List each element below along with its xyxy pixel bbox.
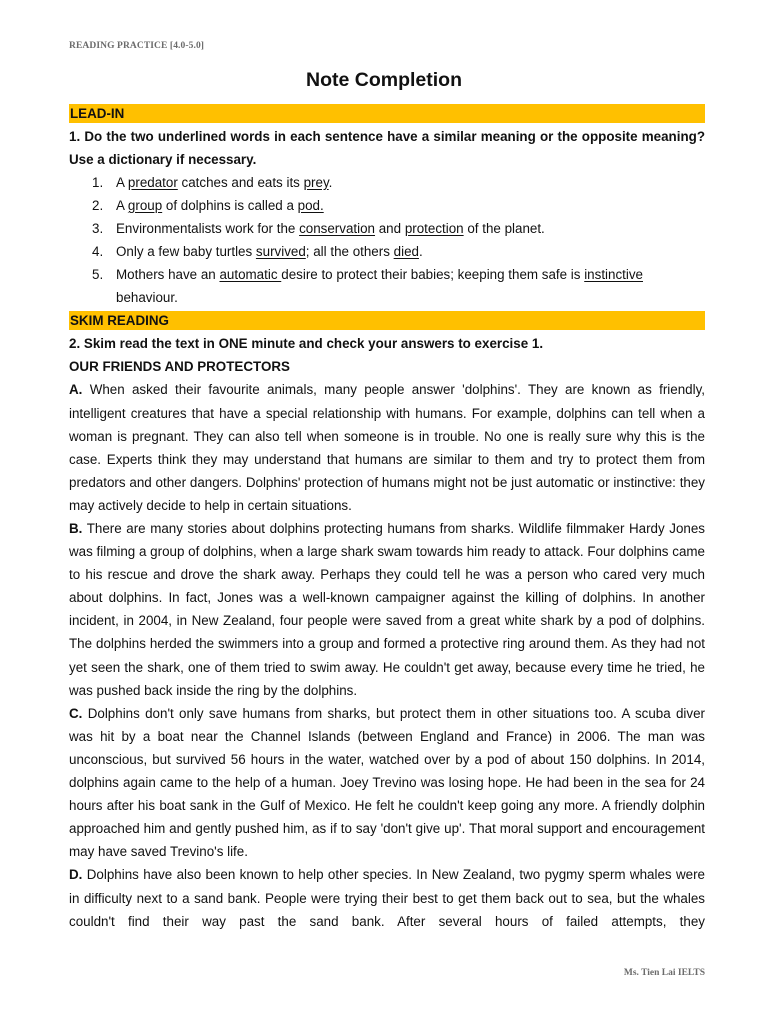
underlined-word: prey <box>303 174 329 190</box>
page-title: Note Completion <box>306 69 462 91</box>
underlined-word: pod. <box>297 197 324 213</box>
vocabulary-list <box>69 171 705 310</box>
header-label: READING PRACTICE [4.0-5.0] <box>69 41 205 51</box>
skim-question: 2. Skim read the text in ONE minute and check your answers to exercise 1. <box>69 336 544 352</box>
underlined-word: instinctive <box>584 267 643 283</box>
paragraph-b: B. There are many stories about dolphins protecting humans from sharks. Wildlife filmmaker Hardy Jones was filming a group of dolphins, when a large shark swam towards him ready to attack. Four dolphins came to his rescue and drove the shark away. Perhaps they could tell he was a person who cared very much about dolphins. In fact, Jones was a well-known campaigner against the killing of dolphins. In another incident, in 2004, in New Zealand, four people were saved from a great white shark by a pod of dolphins. The dolphins herded the swimmers into a group and formed a protective ring around them. As they had not yet seen the shark, one of them tried to swim away. He couldn't get away, because every time he tried, he was pushed back inside the ring by the dolphins. <box>69 521 705 698</box>
underlined-word: predator <box>127 174 178 190</box>
list-item: 3. Environmentalists work for the conservation and protection of the planet. <box>92 220 545 236</box>
list-item: 4. Only a few baby turtles survived; all the others died. <box>92 243 423 259</box>
list-item: 5. Mothers have an automatic desire to protect their babies; keeping them safe is instinctive behaviour. <box>92 267 643 306</box>
footer-label: Ms. Tien Lai IELTS <box>623 968 705 978</box>
underlined-word: protection <box>404 220 464 236</box>
skim-reading-heading: SKIM READING <box>69 311 705 330</box>
document-body <box>69 102 705 933</box>
underlined-word: automatic <box>219 267 282 283</box>
paragraph-a: A. When asked their favourite animals, many people answer 'dolphins'. They are known as friendly, intelligent creatures that have a special relationship with humans. For example, dolphins can tell when a woman is pregnant. They can also tell when someone is in trouble. No one is really sure why this is the case. Experts think they may understand that humans are similar to them and try to protect them from predators and other dangers. Dolphins' protection of humans might not be just automatic or instinctive: they may actively decide to help in certain situations. <box>69 382 705 513</box>
underlined-word: died <box>393 243 419 259</box>
list-item: 1. A predator catches and eats its prey. <box>92 174 333 190</box>
underlined-word: conservation <box>299 220 376 236</box>
paragraph-d: D. Dolphins have also been known to help other species. In New Zealand, two pygmy sperm whales were in difficulty next to a sand bank. People were trying their best to get them back out to sea, but the whales couldn't find their way past the sand bank. After several hours of failed attempts, they <box>69 867 705 929</box>
underlined-word: survived <box>255 243 306 259</box>
paragraph-c: C. Dolphins don't only save humans from sharks, but protect them in other situations too. A scuba diver was hit by a boat near the Channel Islands (between England and France) in 2006. The man was unconscious, but survived 56 hours in the water, watched over by a pod of about 150 dolphins. In 2014, dolphins again came to the help of a human. Joey Trevino was losing hope. He had been in the sea for 24 hours after his boat sank in the Gulf of Mexico. He felt he couldn't keep going any more. A friendly dolphin approached him and gently pushed him, as if to say 'don't give up'. That moral support and encouragement may have saved Trevino's life. <box>69 705 705 860</box>
lead-in-heading: LEAD-IN <box>69 104 705 123</box>
passage-title: OUR FRIENDS AND PROTECTORS <box>69 359 290 375</box>
underlined-word: group <box>127 197 163 213</box>
lead-in-question: 1. Do the two underlined words in each sentence have a similar meaning or the opposite meaning? Use a dictionary if necessary. <box>69 128 705 167</box>
list-item: 2. A group of dolphins is called a pod. <box>92 197 324 213</box>
